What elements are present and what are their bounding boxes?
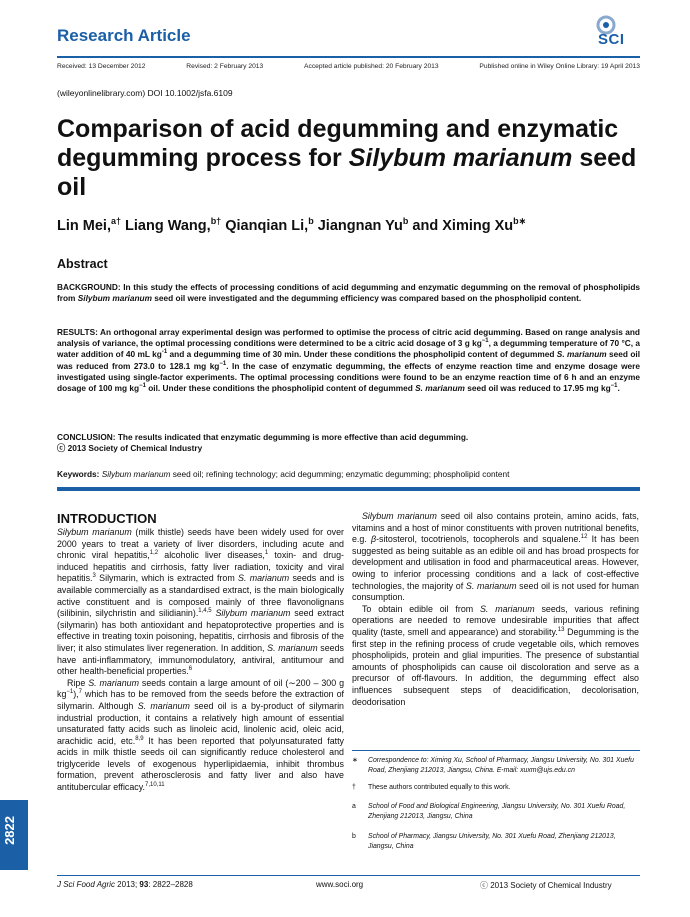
page-number: 2822 (2, 816, 17, 845)
footer-rule (57, 875, 640, 876)
abstract-copyright: ⓒ 2013 Society of Chemical Industry (57, 443, 203, 454)
left-column (57, 511, 344, 794)
author-list: Lin Mei,$^{a\dagger}$ Liang Wang,$^{b\dagger}$ Qianqian Li,$^b$ Jiangnan Yu$^b$ and Ximing $Xu^{b∗}$ (57, 216, 527, 234)
abstract-conclusion: CONCLUSION: The results indicated that enzymatic degumming is more effective than acid degumming. ⓒ 2013 Society of Chemical Industry (57, 432, 640, 454)
footnote-correspondence: ∗ Correspondence to: Ximing Xu, School of Pharmacy, Jiangsu University, No. 301 Xuefu Road, Zhenjiang 212013, Jiangsu, China. E-mail: xuxm@ujs.edu.cn (352, 757, 634, 774)
footnote-affiliation-b: b School of Pharmacy, Jiangsu University, No. 301 Xuefu Road, Zhenjiang 212013, Jiangsu, China (352, 833, 616, 850)
publication-dates (57, 63, 640, 70)
intro-paragraph-3: Silybum marianum seed oil also contains protein, amino acids, fats, vitamins and a host of minor constituents with proven nutritional benefits, e.g. β-sitosterol, tocotrienols, tocopherols and squalene.$^{12}$ It has been suggested as being suitable as an edible oil and has broad prospects for development and utilisation in food and pharmaceutical areas. However, owing to inferior processing conditions and a lack of cost-effective technologies, the majority of S. marianum seed oil is not used for human consumption. (352, 511, 639, 603)
sci-logo-text: SCI (598, 31, 625, 48)
intro-paragraph-4: To obtain edible oil from S. marianum seeds, various refining operations are needed to remove undesirable impurities that affect quality (taste, smell and appearance) and storability.$^{13}$ Degumming is the first step in the refining process of crude vegetable oils, which removes phospholipids, protein and glial impurities. The presence of substantial amounts of phospholipids can cause oil discoloration and serve as a precursor of off-flavours. In addition, the degumming effect also influences subsequent steps of deacidification, decolorisation, deodorisation (352, 603, 640, 707)
published-date: Published online in Wiley Online Library: 19 April 2013 (479, 63, 640, 70)
footnote-equal-contribution: † These authors contributed equally to this work. (352, 784, 511, 791)
article-title: Comparison of acid degumming and enzymatic degumming process for Silybum marianum seed oil (57, 115, 637, 201)
page-number-tab (0, 800, 28, 870)
section-label: Research Article (57, 26, 191, 45)
footer-site-link[interactable]: www.soci.org (316, 880, 364, 889)
abstract-results: RESULTS: An orthogonal array experimental design was performed to optimise the process of citric acid degumming. Based on range analysis and analysis of variance, the optimal processing conditions were determined to be a citric acid dosage of 3 g $kg^{-1}$, a degumming temperature of 70 °C, a water addition of 40 mL $kg^{-1}$ and a degumming time of 30 min. Under these conditions the phospholipid content of degummed S. marianum seed oil was reduced from 273.0 to 128.1 mg $kg^{-1}$. In the case of enzymatic degumming, the effects of enzyme reaction time and enzyme dosage were investigated using single-factor experiments. The optimal processing conditions were found to be an enzyme reaction time of 6 h and an enzyme dosage of 100 mg $kg^{-1}$ oil. Under these conditions the phospholipid content of degummed S. marianum seed oil was reduced to 17.95 mg $kg^{-1}$. (57, 327, 641, 394)
received-date: Received: 13 December 2012 (57, 63, 146, 70)
doi[interactable]: (wileyonlinelibrary.com) DOI 10.1002/jsfa.6109 (57, 88, 233, 98)
revised-date: Revised: 2 February 2013 (186, 63, 264, 70)
footer-copyright: ⓒ 2013 Society of Chemical Industry (480, 881, 612, 890)
right-column (352, 511, 639, 708)
header-rule (57, 56, 640, 58)
abstract-background: BACKGROUND: In this study the effects of processing conditions of acid degumming and enzymatic degumming on the removal of phospholipids from Silybum marianum seed oil were investigated and the degumming efficiency was compared based on the phospholipid content. (57, 282, 640, 304)
intro-paragraph-1: Silybum marianum (milk thistle) seeds have been widely used for over 2000 years to treat a variety of liver disorders, including acute and chronic viral hepatitis,$^{1,2}$ alcoholic liver diseases,$^1$ toxin- and drug-induced hepatitis and cirrhosis, fatty liver radiation, toxicity and viral hepatitis.$^3$ Silymarin, which is extracted from S. marianum seeds and is available commercially as a standardised extract, is the main biologically active constituent and is composed mainly of three flavonolignans (silibinin, silychristin and silidianin).$^{1,4,5}$ Silybum marianum seed extract (silymarin) has both antioxidant and hepatoprotective properties and is effective in treating toxin poisoning, hepatitis, cirrhosis and fibrosis of the liver; it also stimulates liver regeneration. In addition, S. marianum seeds have anti-inflammatory, immunomodulatory, antiviral, antitumour and other health-beneficial properties.$^6$ (57, 527, 345, 677)
footnote-rule (352, 750, 640, 751)
keywords-rule (57, 487, 640, 491)
keywords: Keywords: Silybum marianum seed oil; refining technology; acid degumming; enzymatic degumming; phospholipid content (57, 469, 510, 479)
accepted-date: Accepted article published: 20 February 2013 (304, 63, 439, 70)
intro-paragraph-2: Ripe S. marianum seeds contain a large amount of oil (∼200 – 300 g $kg^{-1}),^7$ which has to be removed from the seeds before the extraction of silymarin. Although S. marianum seed oil is a by-product of silymarin industrial production, it contains a relatively high amount of essential unsaturated fatty acids such as linoleic acid, linolenic acid, oleic acid, arachidic acid, etc.$^{8,9}$ It has been reported that polyunsaturated fatty acids in milk thistle seeds oil can significantly reduce cholesterol and triglyceride levels of exogenous hyperlipidaemia, inhibit thrombus formation, prevent atherosclerosis and fatty liver and also have antitubercular efficacy.$^{7,10,11}$ (57, 677, 345, 793)
footnote-affiliation-a: a School of Food and Biological Engineering, Jiangsu University, No. 301 Xuefu Road, Zhenjiang 212013, Jiangsu, China (352, 803, 626, 820)
abstract-heading: Abstract (57, 257, 108, 271)
introduction-heading: INTRODUCTION (57, 511, 157, 526)
footer-citation: J Sci Food Agric 2013; 93: 2822–2828 (57, 880, 193, 889)
sci-logo (592, 14, 640, 50)
